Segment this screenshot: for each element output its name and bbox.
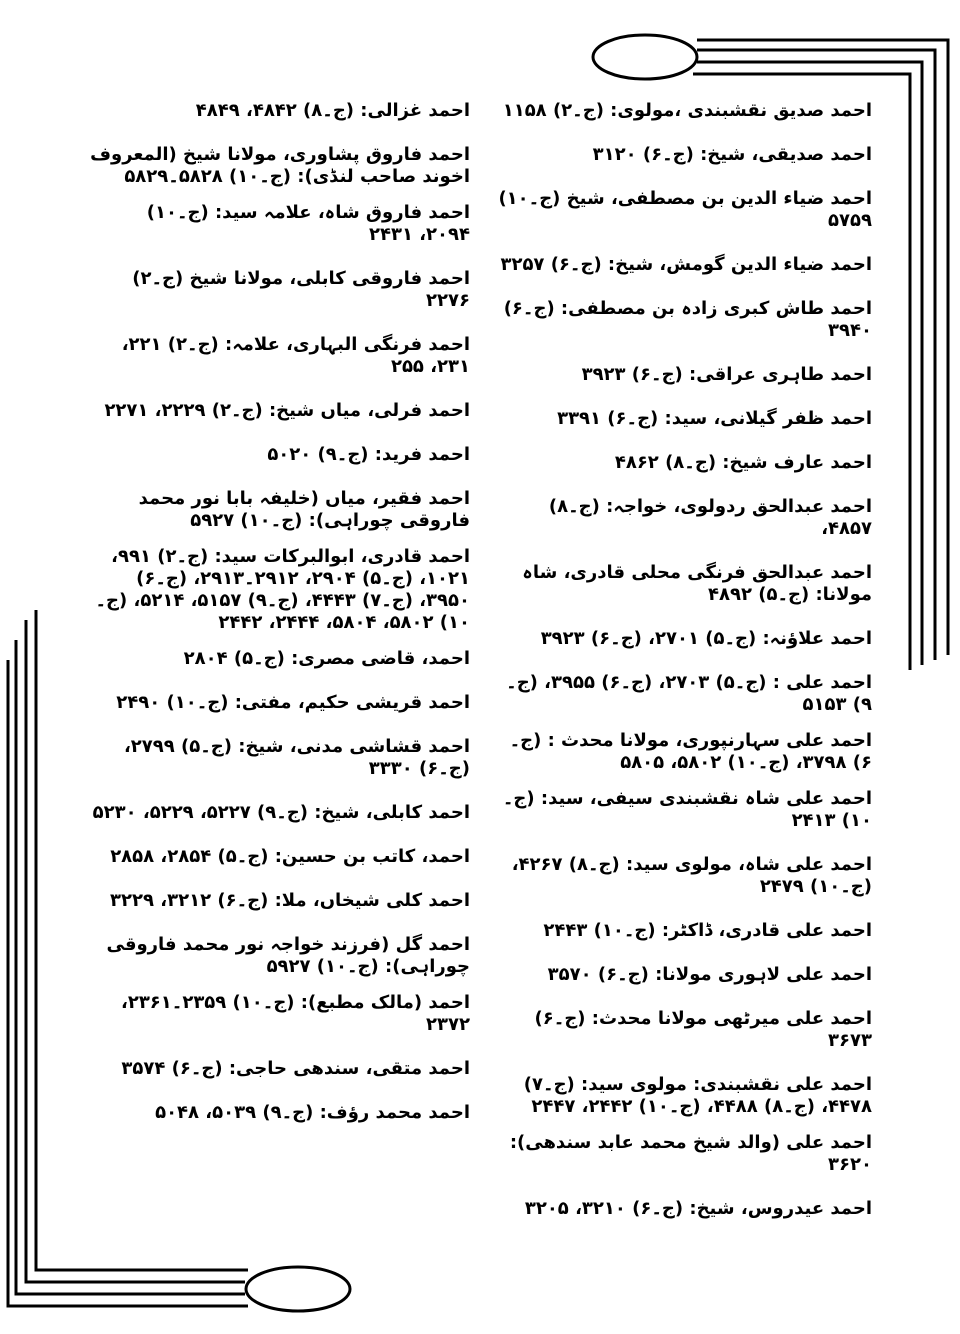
left-column [90,100,470,1146]
index-entry: احمد قریشی حکیم، مفتی: (ج۔۱۰) ۲۴۹۰ [116,692,470,713]
index-entry: احمد علی لاہوری مولانا: (ج۔۶) ۳۵۷۰ [547,964,872,985]
index-entry: احمد (مالک مطبع): (ج۔۱۰) ۲۳۵۹۔۲۳۶۱، ۲۳۷۲ [120,992,470,1035]
index-entry: احمد فاروق شاہ، علامہ سید: (ج۔۱۰) ۲۰۹۴، ۲۴۳۱ [146,202,470,245]
index-entry: احمد ضیاء الدین گومش، شیخ: (ج۔۶) ۳۲۵۷ [500,254,872,275]
index-entry: احمد فاروق پشاوری، مولانا شیخ (المعروف اخوند صاحب لنڈی): (ج۔۱۰) ۵۸۲۸۔۵۸۲۹ [90,144,470,187]
index-entry: احمد علی نقشبندی: مولوی سید: (ج۔۷) ۴۴۷۸، (ج۔۸) ۴۴۸۸، (ج۔۱۰) ۲۴۴۲، ۲۴۴۷ [523,1074,872,1117]
index-entry: احمد فرید: (ج۔۹) ۵۰۲۰ [267,444,470,465]
index-entry: احمد متقی، سندھی حاجی: (ج۔۶) ۳۵۷۴ [121,1058,470,1079]
index-entry: احمد فاروقی کابلی، مولانا شیخ (ج۔۲) ۲۲۷۶ [132,268,470,311]
index-entry: احمد علی : (ج۔۵) ۲۷۰۳، (ج۔۶) ۳۹۵۵، (ج۔۹) ۵۱۵۳ [506,672,872,715]
index-entry: احمد فرنگی البہاری، علامہ: (ج۔۲) ۲۲۱، ۲۳۱، ۲۵۵ [121,334,470,377]
index-entry: احمد علی شاہ نقشبندی سیفی، سید: (ج۔۱۰) ۲۴۱۳ [502,788,872,831]
index-entry: احمد ظفر گیلانی، سید: (ج۔۶) ۳۳۹۱ [557,408,872,429]
index-entry: احمد علی (والد شیخ محمد عابد سندھی): ۳۶۲۰ [509,1132,872,1175]
index-entry: احمد، قاضی مصری: (ج۔۵) ۲۸۰۴ [183,648,470,669]
right-column [492,100,872,1242]
index-entry: احمد عبدالحق ردولوی، خواجہ: (ج۔۸) ۴۸۵۷، [548,496,872,539]
index-entry: احمد قشاشی مدنی، شیخ: (ج۔۵) ۲۷۹۹، (ج۔۶) ۳۳۳۰ [123,736,470,779]
index-entry: احمد فرلی، میاں شیخ: (ج۔۲) ۲۲۲۹، ۲۲۷۱ [104,400,470,421]
index-entry: احمد، کاتب بن حسین: (ج۔۵) ۲۸۵۴، ۲۸۵۸ [110,846,470,867]
index-entry: احمد کابلی، شیخ: (ج۔۹) ۵۲۲۷، ۵۲۲۹، ۵۲۳۰ [92,802,470,823]
index-entry: احمد قادری، ابوالبرکات سید: (ج۔۲) ۹۹۱، ۱۰۲۱، (ج۔۵) ۲۹۰۴، ۲۹۱۲۔۲۹۱۳، (ج۔۶) ۳۹۵۰، (ج۔۷) ۴۴۴۳، (ج۔۹) ۵۱۵۷، ۵۲۱۴، (ج۔۱۰) ۵۸۰۲، ۵۸۰۴، ۲۴۴۴، ۲۴۴۲ [95,546,470,633]
index-entry: احمد علی شاہ، مولوی سید: (ج۔۸) ۴۲۶۷، (ج۔۱۰) ۲۴۷۹ [511,854,872,897]
index-entry: احمد طاہری عراقی: (ج۔۶) ۳۹۲۳ [581,364,872,385]
index-entry: احمد صدیق نقشبندی ،مولوی: (ج۔۲) ۱۱۵۸ [502,100,872,121]
index-entry: احمد علی میرٹھی مولانا محدث: (ج۔۶) ۳۶۷۳ [534,1008,872,1051]
index-entry: احمد عارف شیخ: (ج۔۸) ۴۸۶۲ [614,452,872,473]
index-entry: احمد طاش کبری زادہ بن مصطفی: (ج۔۶) ۳۹۴۰ [503,298,872,341]
index-entry: احمد عبدالحق فرنگی محلی قادری، شاہ مولانا: (ج۔۵) ۴۸۹۲ [522,562,872,605]
index-entry: احمد غزالی: (ج۔۸) ۴۸۴۲، ۴۸۴۹ [195,100,470,121]
index-entry: احمد گل (فرزند خواجہ نور محمد فاروقی چوراہی): (ج۔۱۰) ۵۹۲۷ [106,934,470,977]
index-entry: احمد علی سہارنپوری، مولانا محدث : (ج۔۶) ۳۷۹۸، (ج۔۱۰) ۵۸۰۲، ۵۸۰۵ [509,730,872,773]
index-entry: احمد محمد رؤف: (ج۔۹) ۵۰۳۹، ۵۰۴۸ [155,1102,470,1123]
index-entry: احمد علاؤنہ: (ج۔۵) ۲۷۰۱، (ج۔۶) ۳۹۲۳ [540,628,872,649]
index-entry: احمد ضیاء الدین بن مصطفی، شیخ (ج۔۱۰) ۵۷۵۹ [498,188,872,231]
index-entry: احمد عیدروس، شیخ: (ج۔۶) ۳۲۱۰، ۳۲۰۵ [524,1198,872,1219]
index-entry: احمد صدیقی، شیخ: (ج۔۶) ۳۱۲۰ [592,144,872,165]
index-entry: احمد فقیر، میاں (خلیفہ بابا نور محمد فاروقی چوراہی): (ج۔۱۰) ۵۹۲۷ [138,488,470,531]
index-entry: احمد علی قادری، ڈاکٹر: (ج۔۱۰) ۲۴۴۳ [543,920,872,941]
index-entry: احمد کلی شیخاں، ملا: (ج۔۶) ۳۲۱۲، ۳۲۲۹ [110,890,470,911]
